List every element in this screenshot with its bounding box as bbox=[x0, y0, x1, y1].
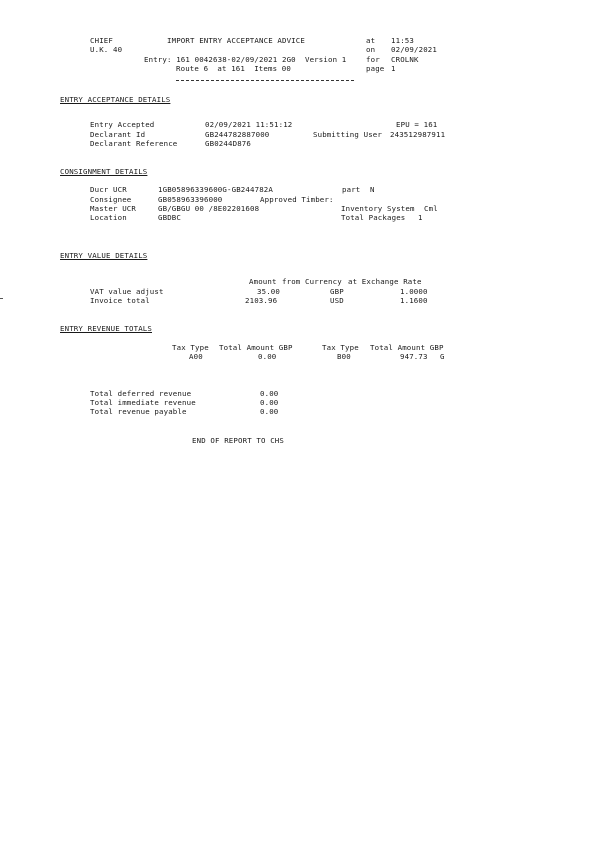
inventory-system-label: Inventory System bbox=[341, 204, 415, 213]
value-row-amount: 35.00 bbox=[257, 287, 280, 296]
at-label: at bbox=[366, 36, 376, 45]
col-total-gbp2-header: Total Amount GBP bbox=[370, 343, 444, 352]
location-label: Location bbox=[90, 213, 127, 222]
entry-accepted-label: Entry Accepted bbox=[90, 120, 155, 129]
consignee-label: Consignee bbox=[90, 195, 132, 204]
consignment-heading: CONSIGNMENT DETAILS bbox=[60, 167, 148, 176]
declarant-id-value: GB244782887000 bbox=[205, 130, 270, 139]
revenue-suffix: G bbox=[440, 352, 445, 361]
value-row-label: VAT value adjust bbox=[90, 287, 164, 296]
value-row-amount: 2103.96 bbox=[245, 296, 278, 305]
inventory-system-value: Cml bbox=[424, 204, 438, 213]
header-divider bbox=[176, 80, 354, 81]
at-value: 11:53 bbox=[391, 36, 414, 45]
revenue-heading: ENTRY REVENUE TOTALS bbox=[60, 324, 152, 333]
revenue-total-label: Total immediate revenue bbox=[90, 398, 196, 407]
end-of-report: END OF REPORT TO CHS bbox=[192, 436, 284, 445]
system-region: U.K. 40 bbox=[90, 45, 123, 54]
col-exchange-rate-header: at Exchange Rate bbox=[348, 277, 422, 286]
value-row-currency: USD bbox=[330, 296, 344, 305]
revenue-total-label: Total revenue payable bbox=[90, 407, 187, 416]
total-packages-label: Total Packages bbox=[341, 213, 406, 222]
for-value: CROLNK bbox=[391, 55, 419, 64]
ducr-label: Ducr UCR bbox=[90, 185, 127, 194]
master-ucr-label: Master UCR bbox=[90, 204, 136, 213]
consignee-value: GB058963396000 bbox=[158, 195, 223, 204]
col-from-currency-header: from Currency bbox=[282, 277, 342, 286]
declarant-id-label: Declarant Id bbox=[90, 130, 146, 139]
revenue-tax-type: B00 bbox=[337, 352, 351, 361]
declarant-ref-value: GB0244D876 bbox=[205, 139, 251, 148]
declarant-ref-label: Declarant Reference bbox=[90, 139, 178, 148]
value-row-rate: 1.1600 bbox=[400, 296, 428, 305]
revenue-total-label: Total deferred revenue bbox=[90, 389, 192, 398]
submitting-user-label: Submitting User bbox=[313, 130, 382, 139]
for-label: for bbox=[366, 55, 380, 64]
revenue-total-value: 0.00 bbox=[260, 389, 279, 398]
page-value: 1 bbox=[391, 64, 396, 73]
submitting-user-value: 243512987911 bbox=[390, 130, 446, 139]
on-label: on bbox=[366, 45, 376, 54]
total-packages-value: 1 bbox=[418, 213, 423, 222]
col-tax-type2-header: Tax Type bbox=[322, 343, 359, 352]
page-label: page bbox=[366, 64, 385, 73]
col-tax-type-header: Tax Type bbox=[172, 343, 209, 352]
entry-accepted-value: 02/09/2021 11:51:12 bbox=[205, 120, 293, 129]
part-label: part bbox=[342, 185, 361, 194]
system-name: CHIEF bbox=[90, 36, 113, 45]
report-title: IMPORT ENTRY ACCEPTANCE ADVICE bbox=[167, 36, 305, 45]
ducr-value: 1GB05896339600G-GB244782A bbox=[158, 185, 273, 194]
revenue-amount: 947.73 bbox=[400, 352, 428, 361]
revenue-total-value: 0.00 bbox=[260, 398, 279, 407]
epu-label: EPU = 161 bbox=[396, 120, 438, 129]
value-details-heading: ENTRY VALUE DETAILS bbox=[60, 251, 148, 260]
part-value: N bbox=[370, 185, 375, 194]
col-amount-header: Amount bbox=[249, 277, 277, 286]
on-value: 02/09/2021 bbox=[391, 45, 437, 54]
revenue-amount: 0.00 bbox=[258, 352, 277, 361]
value-row-currency: GBP bbox=[330, 287, 344, 296]
entry-line: Entry: 161 0042638-02/09/2021 2G0 Version 1 bbox=[144, 55, 347, 64]
value-row-label: Invoice total bbox=[90, 296, 150, 305]
revenue-total-value: 0.00 bbox=[260, 407, 279, 416]
scan-artifact bbox=[0, 298, 3, 299]
value-row-rate: 1.0000 bbox=[400, 287, 428, 296]
master-ucr-value: GB/GBGU 00 /8E02201608 bbox=[158, 204, 260, 213]
revenue-tax-type: A00 bbox=[189, 352, 203, 361]
location-value: GBDBC bbox=[158, 213, 181, 222]
col-total-gbp-header: Total Amount GBP bbox=[219, 343, 293, 352]
route-line: Route 6 at 161 Items 00 bbox=[176, 64, 291, 73]
approved-timber-label: Approved Timber: bbox=[260, 195, 334, 204]
acceptance-heading: ENTRY ACCEPTANCE DETAILS bbox=[60, 95, 171, 104]
